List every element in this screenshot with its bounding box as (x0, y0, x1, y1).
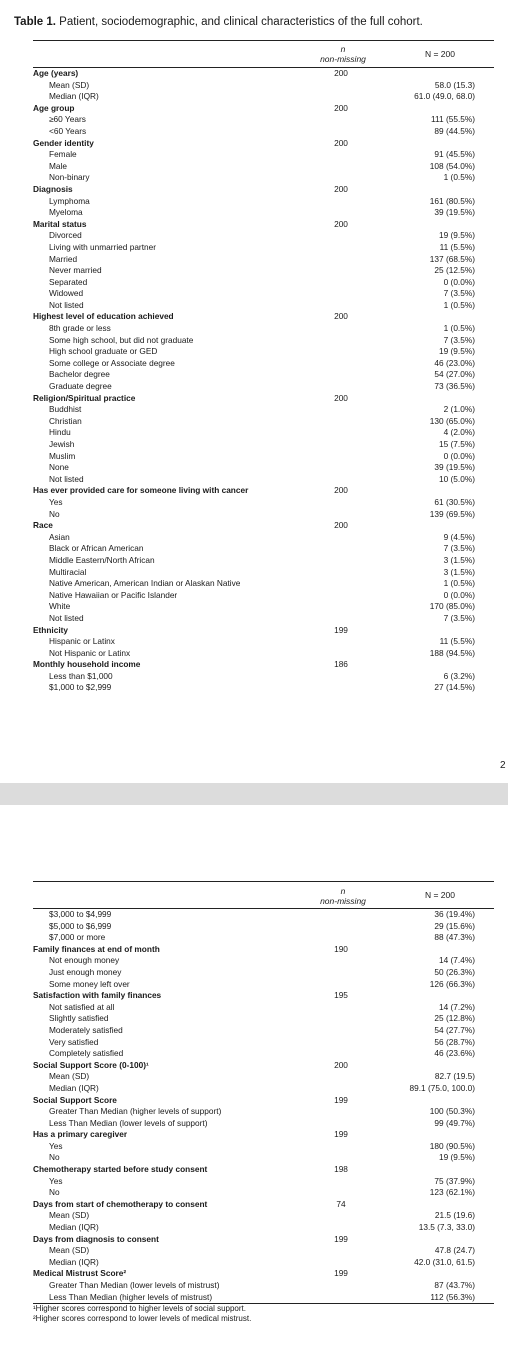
row-label: No (49, 1152, 60, 1163)
footnote-1: ¹Higher scores correspond to higher levels of social support. (33, 1304, 246, 1314)
row-label: Social Support Score (33, 1094, 117, 1105)
table-row (33, 416, 494, 428)
row-value: 56 (28.7%) (434, 1036, 475, 1047)
row-value: 25 (12.8%) (434, 1013, 475, 1024)
row-value: 58.0 (15.3) (434, 79, 475, 90)
row-value: 87 (43.7%) (434, 1280, 475, 1290)
row-label: Gender identity (33, 137, 94, 148)
table-row (33, 404, 494, 416)
table-row (33, 230, 494, 242)
row-n-nonmissing: 198 (334, 1164, 348, 1175)
row-label: Age (years) (33, 68, 79, 78)
row-n-nonmissing: 199 (334, 624, 348, 635)
table-row (33, 277, 494, 289)
row-label: Chemotherapy started before study consent (33, 1164, 208, 1175)
table-row (33, 196, 494, 208)
table-section-row (33, 184, 494, 196)
row-n-nonmissing: 200 (334, 485, 348, 496)
table-row (33, 242, 494, 254)
row-label: Ethnicity (33, 624, 69, 635)
row-n-nonmissing: 190 (334, 943, 348, 954)
row-label: Living with unmarried partner (49, 241, 156, 252)
row-value: 91 (45.5%) (434, 149, 475, 160)
row-label: Median (IQR) (49, 1082, 99, 1093)
row-n-nonmissing: 200 (334, 183, 348, 194)
row-label: Not listed (49, 299, 84, 310)
row-label: Jewish (49, 439, 75, 449)
row-label: Myeloma (49, 207, 83, 218)
table-row (33, 358, 494, 370)
row-label: Days from diagnosis to consent (33, 1233, 159, 1244)
row-label: Greater Than Median (higher levels of support) (49, 1106, 222, 1117)
row-label: $3,000 to $4,999 (49, 909, 112, 919)
row-value: 161 (80.5%) (429, 195, 475, 206)
table-row (33, 207, 494, 219)
row-label: <60 Years (49, 125, 87, 136)
row-label: Some college or Associate degree (49, 357, 175, 368)
table-section-row (33, 103, 494, 115)
row-label: Not listed (49, 473, 84, 484)
row-value: 112 (56.3%) (430, 1291, 475, 1302)
row-value: 61 (30.5%) (434, 496, 475, 507)
column-header-n: n non-missing (320, 886, 366, 906)
row-value: 123 (62.1%) (429, 1187, 475, 1198)
row-label: Greater Than Median (lower levels of mistrust) (49, 1280, 220, 1290)
table-header (33, 40, 494, 68)
table-row (33, 509, 494, 521)
row-label: Never married (49, 265, 102, 276)
row-value: 111 (55.5%) (431, 114, 475, 125)
row-label: Days from start of chemotherapy to consent (33, 1198, 208, 1209)
row-value: 15 (7.5%) (439, 439, 475, 449)
page-number: 2 (500, 760, 506, 771)
table-section-row (33, 1268, 494, 1280)
row-label: Native American, American Indian or Alaskan Native (49, 578, 241, 589)
table-row (33, 590, 494, 602)
row-value: 7 (3.5%) (443, 288, 475, 299)
table-row (33, 648, 494, 660)
table-section-row (33, 1164, 494, 1176)
table-row (33, 1280, 494, 1292)
row-label: Hindu (49, 427, 71, 438)
table-row (33, 955, 494, 967)
table-row (33, 909, 494, 921)
row-value: 75 (37.9%) (434, 1175, 475, 1186)
table-row (33, 114, 494, 126)
table-part-2 (33, 881, 494, 1324)
table-row (33, 1071, 494, 1083)
row-label: Median (IQR) (49, 1222, 99, 1233)
table-row (33, 149, 494, 161)
table-row (33, 346, 494, 358)
row-value: 3 (1.5%) (443, 554, 475, 565)
table-row (33, 369, 494, 381)
row-label: Less Than Median (lower levels of support) (49, 1117, 208, 1128)
row-label: Moderately satisfied (49, 1024, 123, 1035)
row-value: 0 (0.0%) (443, 450, 475, 461)
row-value: 1 (0.5%) (443, 323, 475, 334)
table-section-row (33, 1060, 494, 1072)
table-row (33, 1292, 494, 1304)
row-label: Mean (SD) (49, 1071, 90, 1082)
table-row (33, 300, 494, 312)
row-label: No (49, 508, 60, 519)
table-section-row (33, 944, 494, 956)
row-value: 1 (0.5%) (443, 172, 475, 183)
row-label: ≥60 Years (49, 114, 86, 125)
row-label: Yes (49, 496, 63, 507)
table-row (33, 80, 494, 92)
row-value: 188 (94.5%) (429, 647, 475, 658)
row-label: Female (49, 149, 77, 160)
table-row (33, 1118, 494, 1130)
row-value: 1 (0.5%) (443, 299, 475, 310)
row-label: Mean (SD) (49, 79, 90, 90)
table-row (33, 1048, 494, 1060)
row-n-nonmissing: 200 (334, 68, 348, 78)
row-label: Not satisfied at all (49, 1001, 115, 1012)
table-row (33, 265, 494, 277)
table-row (33, 1106, 494, 1118)
row-value: 19 (9.5%) (439, 346, 475, 357)
table-row (33, 967, 494, 979)
row-n-nonmissing: 74 (336, 1198, 346, 1209)
row-value: 126 (66.3%) (429, 978, 475, 989)
row-label: Married (49, 253, 78, 264)
row-value: 27 (14.5%) (434, 682, 475, 693)
row-value: 13.5 (7.3, 33.0) (418, 1222, 475, 1233)
caption-label: Table 1. (14, 16, 56, 28)
table-row (33, 161, 494, 173)
row-label: No (49, 1187, 60, 1198)
row-label: $1,000 to $2,999 (49, 682, 112, 693)
column-header-total: N = 200 (424, 49, 455, 59)
row-label: Median (IQR) (49, 91, 99, 102)
row-label: Family finances at end of month (33, 943, 160, 954)
table-row (33, 1083, 494, 1095)
table-row (33, 532, 494, 544)
table-row (33, 1222, 494, 1234)
table-row (33, 126, 494, 138)
row-value: 19 (9.5%) (439, 1152, 475, 1163)
row-value: 4 (2.0%) (443, 427, 475, 438)
row-label: Not listed (49, 612, 84, 623)
row-label: Christian (49, 415, 82, 426)
row-label: Bachelor degree (49, 369, 110, 380)
row-label: Separated (49, 276, 88, 287)
table-header-continued (33, 881, 494, 909)
row-n-nonmissing: 186 (334, 659, 348, 670)
table-row (33, 567, 494, 579)
row-label: 8th grade or less (49, 323, 111, 334)
table-row (33, 462, 494, 474)
row-label: Graduate degree (49, 381, 112, 392)
row-label: Yes (49, 1175, 63, 1186)
row-value: 54 (27.7%) (434, 1024, 475, 1035)
row-label: Religion/Spiritual practice (33, 392, 136, 403)
document-page-2 (0, 805, 508, 1348)
table-row (33, 1210, 494, 1222)
row-label: Less than $1,000 (49, 670, 113, 681)
row-label: None (49, 462, 69, 473)
footnote-2: ²Higher scores correspond to lower levels of medical mistrust. (33, 1314, 252, 1324)
table-row (33, 254, 494, 266)
page-separator (0, 783, 508, 805)
table-body-1 (33, 68, 494, 694)
row-label: Mean (SD) (49, 1245, 90, 1256)
row-label: Less Than Median (higher levels of mistrust) (49, 1291, 213, 1302)
row-n-nonmissing: 200 (334, 102, 348, 113)
row-label: Social Support Score (0-100)¹ (33, 1059, 149, 1070)
row-value: 10 (5.0%) (439, 473, 475, 484)
row-value: 139 (69.5%) (429, 508, 475, 519)
table-row (33, 979, 494, 991)
row-value: 100 (50.3%) (429, 1106, 475, 1117)
row-n-nonmissing: 200 (334, 520, 348, 531)
caption-text: Patient, sociodemographic, and clinical characteristics of the full cohort. (55, 16, 423, 28)
table-row (33, 474, 494, 486)
row-value: 7 (3.5%) (443, 612, 475, 623)
row-value: 130 (65.0%) (429, 415, 475, 426)
table-row (33, 578, 494, 590)
column-header-n: n non-missing (320, 44, 366, 64)
row-value: 73 (36.5%) (434, 381, 475, 392)
table-row (33, 1025, 494, 1037)
row-n-nonmissing: 199 (334, 1094, 348, 1105)
row-label: Non-binary (49, 172, 90, 183)
row-value: 7 (3.5%) (443, 543, 475, 554)
table-row (33, 172, 494, 184)
row-label: Multiracial (49, 566, 87, 577)
table-section-row (33, 68, 494, 80)
row-value: 1 (0.5%) (443, 578, 475, 589)
table-body-2 (33, 909, 494, 1303)
table-section-row (33, 138, 494, 150)
row-value: 3 (1.5%) (443, 566, 475, 577)
table-row (33, 1002, 494, 1014)
row-value: 108 (54.0%) (429, 160, 475, 171)
table-row (33, 91, 494, 103)
row-value: 50 (26.3%) (434, 966, 475, 977)
row-n-nonmissing: 200 (334, 137, 348, 148)
table-row (33, 439, 494, 451)
row-label: Male (49, 160, 67, 171)
row-label: Age group (33, 102, 75, 113)
table-part-1 (33, 40, 494, 694)
table-row (33, 497, 494, 509)
row-label: Some money left over (49, 978, 130, 989)
table-row (33, 555, 494, 567)
table-row (33, 323, 494, 335)
row-value: 46 (23.6%) (434, 1048, 475, 1059)
row-value: 180 (90.5%) (429, 1140, 475, 1151)
table-section-row (33, 485, 494, 497)
row-n-nonmissing: 200 (334, 392, 348, 403)
row-label: Diagnosis (33, 183, 73, 194)
row-value: 21.5 (19.6) (434, 1210, 475, 1221)
column-header-total: N = 200 (424, 890, 455, 900)
table-section-row (33, 311, 494, 323)
row-value: 0 (0.0%) (443, 276, 475, 287)
row-value: 14 (7.2%) (439, 1001, 475, 1012)
row-label: Native Hawaiian or Pacific Islander (49, 589, 178, 600)
table-row (33, 427, 494, 439)
row-value: 9 (4.5%) (443, 531, 475, 542)
row-label: Just enough money (49, 966, 122, 977)
row-value: 36 (19.4%) (434, 909, 475, 919)
table-section-row (33, 659, 494, 671)
row-label: Race (33, 520, 53, 531)
row-n-nonmissing: 195 (334, 990, 348, 1001)
table-row (33, 1013, 494, 1025)
table-row (33, 1187, 494, 1199)
row-label: Lymphoma (49, 195, 90, 206)
table-row (33, 1257, 494, 1269)
table-section-row (33, 219, 494, 231)
row-label: Median (IQR) (49, 1256, 99, 1267)
row-value: 82.7 (19.5) (434, 1071, 475, 1082)
row-label: Medical Mistrust Score² (33, 1268, 127, 1279)
table-row (33, 682, 494, 694)
row-value: 2 (1.0%) (443, 404, 475, 415)
row-label: Middle Eastern/North African (49, 554, 155, 565)
table-section-row (33, 1199, 494, 1211)
table-row (33, 451, 494, 463)
row-label: Highest level of education achieved (33, 311, 174, 322)
row-label: Not enough money (49, 955, 120, 966)
row-value: 42.0 (31.0, 61.5) (414, 1256, 475, 1267)
row-value: 7 (3.5%) (443, 334, 475, 345)
table-caption (14, 16, 423, 28)
row-label: Buddhist (49, 404, 82, 415)
table-row (33, 636, 494, 648)
row-label: $5,000 to $6,999 (49, 920, 112, 931)
table-section-row (33, 1129, 494, 1141)
row-value: 54 (27.0%) (434, 369, 475, 380)
row-label: Some high school, but did not graduate (49, 334, 194, 345)
table-row (33, 1176, 494, 1188)
row-value: 47.8 (24.7) (434, 1245, 475, 1256)
row-value: 61.0 (49.0, 68.0) (414, 91, 475, 102)
table-row (33, 543, 494, 555)
row-n-nonmissing: 199 (334, 1129, 348, 1140)
row-value: 0 (0.0%) (443, 589, 475, 600)
row-label: Completely satisfied (49, 1048, 124, 1059)
row-label: Has ever provided care for someone living with cancer (33, 485, 249, 496)
table-section-row (33, 393, 494, 405)
table-section-row (33, 520, 494, 532)
row-label: Very satisfied (49, 1036, 99, 1047)
row-label: Monthly household income (33, 659, 141, 670)
row-value: 89.1 (75.0, 100.0) (409, 1082, 475, 1093)
row-value: 170 (85.0%) (429, 601, 475, 612)
row-label: White (49, 601, 71, 612)
row-value: 89 (44.5%) (434, 125, 475, 136)
row-value: 39 (19.5%) (434, 207, 475, 218)
table-row (33, 1141, 494, 1153)
row-value: 29 (15.6%) (434, 920, 475, 931)
row-value: 99 (49.7%) (434, 1117, 475, 1128)
table-row (33, 1245, 494, 1257)
row-label: Widowed (49, 288, 84, 299)
row-label: Slightly satisfied (49, 1013, 109, 1024)
table-section-row (33, 1234, 494, 1246)
row-value: 11 (5.5%) (439, 636, 475, 647)
row-value: 137 (68.5%) (429, 253, 475, 264)
table-row (33, 601, 494, 613)
table-row (33, 335, 494, 347)
row-value: 19 (9.5%) (439, 230, 475, 241)
table-section-row (33, 990, 494, 1002)
row-n-nonmissing: 199 (334, 1233, 348, 1244)
row-n-nonmissing: 200 (334, 218, 348, 229)
row-value: 14 (7.4%) (439, 955, 475, 966)
row-n-nonmissing: 200 (334, 311, 348, 322)
table-row (33, 932, 494, 944)
table-row (33, 288, 494, 300)
row-label: Has a primary caregiver (33, 1129, 128, 1140)
row-label: Muslim (49, 450, 76, 461)
table-row (33, 613, 494, 625)
row-label: Divorced (49, 230, 82, 241)
table-section-row (33, 625, 494, 637)
table-row (33, 921, 494, 933)
row-label: High school graduate or GED (49, 346, 158, 357)
row-label: Asian (49, 531, 70, 542)
row-label: Mean (SD) (49, 1210, 90, 1221)
row-value: 25 (12.5%) (434, 265, 475, 276)
row-label: Black or African American (49, 543, 144, 554)
table-row (33, 381, 494, 393)
row-label: Satisfaction with family finances (33, 990, 162, 1001)
row-label: Hispanic or Latinx (49, 636, 115, 647)
row-value: 88 (47.3%) (434, 932, 475, 943)
table-section-row (33, 1095, 494, 1107)
row-label: Marital status (33, 218, 87, 229)
row-label: Yes (49, 1140, 63, 1151)
row-value: 6 (3.2%) (443, 670, 475, 681)
row-n-nonmissing: 199 (334, 1268, 348, 1279)
row-value: 39 (19.5%) (434, 462, 475, 473)
row-value: 11 (5.5%) (439, 241, 475, 252)
row-label: $7,000 or more (49, 932, 106, 943)
row-n-nonmissing: 200 (334, 1059, 348, 1070)
table-row (33, 1037, 494, 1049)
table-row (33, 1152, 494, 1164)
row-label: Not Hispanic or Latinx (49, 647, 131, 658)
row-value: 46 (23.0%) (434, 357, 475, 368)
table-row (33, 671, 494, 683)
